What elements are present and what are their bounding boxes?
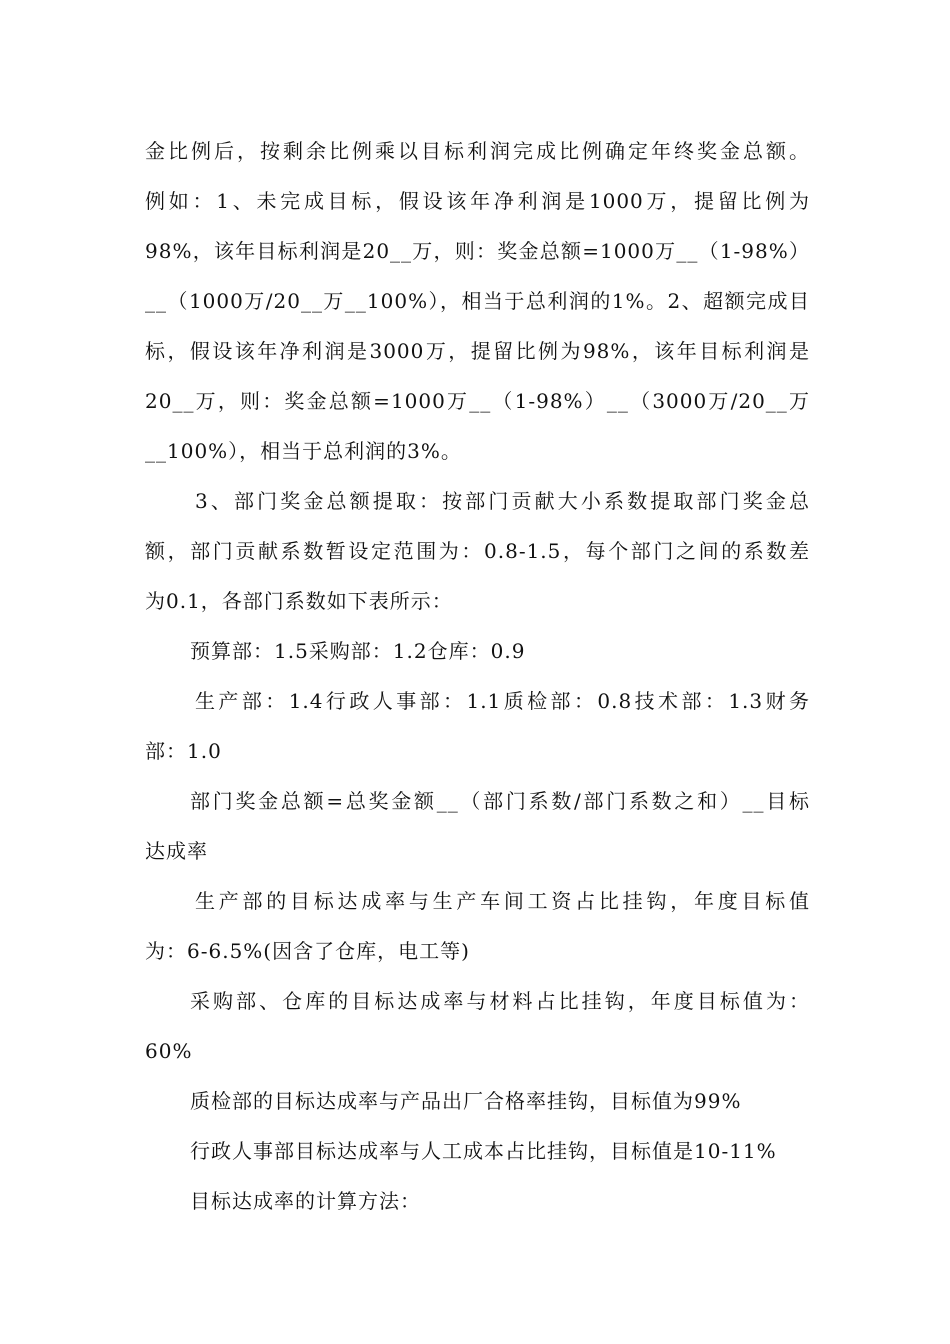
text-line: 为0.1，各部门系数如下表所示： [145, 589, 453, 613]
text-line: 为：6-6.5%(因含了仓库，电工等) [145, 939, 470, 963]
section-heading-line: 3、部门奖金总额提取：按部门贡献大小系数提取部门奖金总 [195, 489, 810, 513]
text-line: 98%，该年目标利润是20__万，则：奖金总额=1000万__（1-98%） [145, 239, 810, 263]
text-line: 例如：1、未完成目标，假设该年净利润是1000万，提留比例为 [145, 189, 810, 213]
text-line: 目标达成率的计算方法： [190, 1189, 421, 1213]
text-line: 60% [145, 1039, 193, 1063]
text-line: __100%），相当于总利润的3%。 [145, 439, 462, 463]
text-line: 质检部的目标达成率与产品出厂合格率挂钩，目标值为99% [190, 1089, 742, 1113]
text-line: 达成率 [145, 839, 208, 863]
text-line: 行政人事部目标达成率与人工成本占比挂钩，目标值是10-11% [190, 1139, 777, 1163]
formula-line: 部门奖金总额=总奖金额__（部门系数/部门系数之和）__目标 [190, 789, 810, 813]
text-line: 标，假设该年净利润是3000万，提留比例为98%，该年目标利润是 [145, 339, 810, 363]
text-line: 额，部门贡献系数暂设定范围为：0.8-1.5，每个部门之间的系数差 [145, 539, 810, 563]
text-line: __（1000万/20__万__100%），相当于总利润的1%。2、超额完成目 [145, 289, 810, 313]
text-line: 金比例后，按剩余比例乘以目标利润完成比例确定年终奖金总额。 [145, 139, 810, 163]
text-line: 生产部的目标达成率与生产车间工资占比挂钩，年度目标值 [195, 889, 810, 913]
text-line: 采购部、仓库的目标达成率与材料占比挂钩，年度目标值为： [190, 989, 810, 1013]
coefficient-line: 生产部：1.4行政人事部：1.1质检部：0.8技术部：1.3财务 [195, 689, 810, 713]
text-line: 20__万，则：奖金总额=1000万__（1-98%）__（3000万/20__万 [145, 389, 810, 413]
coefficient-line: 预算部：1.5采购部：1.2仓库：0.9 [190, 639, 526, 663]
text-line: 部：1.0 [145, 739, 222, 763]
